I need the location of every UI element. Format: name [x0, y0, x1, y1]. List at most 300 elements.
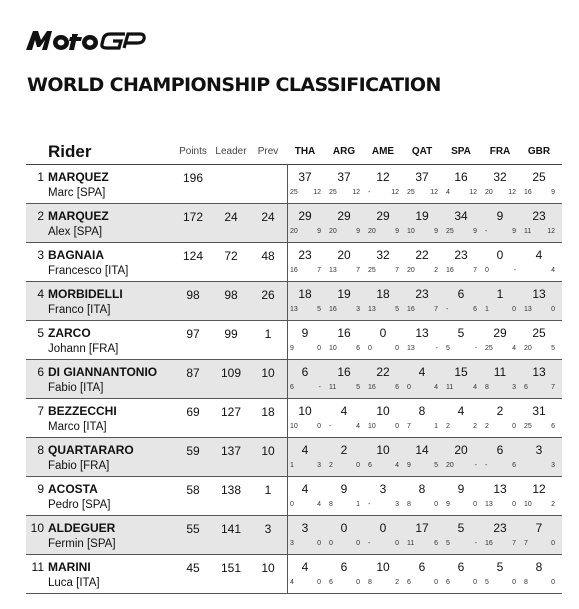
race-result-cell [443, 477, 479, 515]
table-row [26, 243, 562, 282]
race-total-points: 0 [496, 248, 504, 262]
grand-prix-points: 6 [290, 384, 294, 391]
race-total-points: 9 [496, 209, 504, 223]
rider-points: 97 [186, 327, 200, 341]
race-result-cell [326, 516, 362, 554]
grand-prix-points: 0 [368, 345, 372, 352]
race-result-cell [404, 243, 440, 281]
race-result-cell [287, 321, 323, 359]
race-result-cell [287, 282, 323, 320]
race-result-cell [287, 204, 323, 242]
table-row [26, 438, 562, 477]
race-total-points: 25 [532, 326, 546, 340]
race-total-points: 25 [532, 170, 546, 184]
race-header-arg: ARG [332, 146, 356, 157]
sprint-points: 12 [469, 189, 477, 196]
race-result-cell [287, 243, 323, 281]
leader-column-header: Leader [215, 146, 247, 157]
sprint-points: - [474, 540, 477, 547]
race-result-cell [287, 516, 323, 554]
rider-given-name: Franco [ITA] [48, 304, 111, 316]
rider-given-name: Marc [SPA] [48, 187, 106, 199]
race-result-cell [365, 204, 401, 242]
sprint-points: 3 [395, 501, 399, 508]
race-total-points: 23 [493, 521, 507, 535]
race-result-cell [521, 477, 557, 515]
grand-prix-points: 25 [485, 345, 493, 352]
rider-position: 2 [37, 209, 44, 223]
table-row [26, 555, 562, 594]
rider-surname: MARQUEZ [48, 170, 109, 184]
race-result-cell [326, 243, 362, 281]
grand-prix-points: 13 [485, 501, 493, 508]
sprint-points: 7 [356, 267, 360, 274]
grand-prix-points: 6 [446, 579, 450, 586]
grand-prix-points: 25 [290, 189, 298, 196]
race-total-points: 10 [376, 443, 390, 457]
grand-prix-points: 4 [446, 189, 450, 196]
rider-points: 58 [186, 483, 200, 497]
race-total-points: 2 [496, 404, 504, 418]
sprint-points: 0 [434, 501, 438, 508]
sprint-points: 9 [473, 228, 477, 235]
rider-points: 98 [186, 288, 200, 302]
race-result-cell [443, 243, 479, 281]
race-total-points: 6 [301, 365, 309, 379]
grand-prix-points: 3 [290, 540, 294, 547]
race-total-points: 10 [376, 560, 390, 574]
race-total-points: 6 [457, 287, 465, 301]
grand-prix-points: 16 [524, 189, 532, 196]
rider-position: 11 [31, 560, 44, 574]
race-result-cell [326, 321, 362, 359]
table-row [26, 516, 562, 555]
sprint-points: 5 [356, 384, 360, 391]
sprint-points: 0 [473, 501, 477, 508]
race-result-cell [365, 321, 401, 359]
sprint-points: 9 [434, 228, 438, 235]
rider-surname: QUARTARARO [48, 443, 134, 457]
race-result-cell [482, 243, 518, 281]
rider-position: 7 [37, 404, 44, 418]
grand-prix-points: - [485, 462, 488, 469]
table-header [26, 142, 562, 165]
grand-prix-points: 20 [329, 228, 337, 235]
grand-prix-points: 9 [446, 501, 450, 508]
grand-prix-points: 25 [368, 267, 376, 274]
sprint-points: 1 [434, 423, 438, 430]
race-result-cell [404, 165, 440, 203]
table-row [26, 204, 562, 243]
rider-surname: ZARCO [48, 326, 91, 340]
race-result-cell [365, 399, 401, 437]
grand-prix-points: 20 [368, 228, 376, 235]
table-row [26, 165, 562, 204]
grand-prix-points: 25 [407, 189, 415, 196]
sprint-points: 0 [395, 345, 399, 352]
grand-prix-points: 13 [290, 306, 298, 313]
sprint-points: 6 [473, 306, 477, 313]
race-result-cell [521, 243, 557, 281]
race-total-points: 14 [415, 443, 429, 457]
sprint-points: 12 [547, 228, 555, 235]
grand-prix-points: 11 [407, 540, 415, 547]
grand-prix-points: 8 [368, 579, 372, 586]
grand-prix-points: 13 [524, 306, 532, 313]
rider-gap-to-leader: 98 [224, 288, 238, 302]
rider-surname: ACOSTA [48, 482, 98, 496]
sprint-points: - [474, 345, 477, 352]
race-header-gbr: GBR [527, 146, 551, 157]
race-total-points: 12 [532, 482, 546, 496]
race-total-points: 4 [301, 443, 309, 457]
sprint-points: 0 [317, 579, 321, 586]
race-total-points: 4 [340, 404, 348, 418]
race-result-cell [482, 477, 518, 515]
rider-position: 5 [37, 326, 44, 340]
rider-gap-to-leader: 137 [220, 444, 242, 458]
rider-given-name: Fabio [ITA] [48, 382, 104, 394]
prev-column-header: Prev [257, 146, 279, 157]
grand-prix-points: 13 [329, 267, 337, 274]
sprint-points: 4 [395, 462, 399, 469]
race-result-cell [287, 399, 323, 437]
sprint-points: 7 [395, 267, 399, 274]
table-row [26, 399, 562, 438]
rider-gap-to-leader: 138 [220, 483, 242, 497]
grand-prix-points: 11 [329, 384, 337, 391]
grand-prix-points: 10 [407, 228, 415, 235]
race-result-cell [482, 399, 518, 437]
race-result-cell [443, 438, 479, 476]
race-total-points: 22 [415, 248, 429, 262]
race-header-spa: SPA [451, 146, 471, 157]
race-total-points: 23 [415, 287, 429, 301]
sprint-points: 4 [434, 384, 438, 391]
rider-gap-to-prev: 18 [261, 405, 275, 419]
rider-surname: DI GIANNANTONIO [48, 365, 158, 379]
race-total-points: 32 [493, 170, 507, 184]
sprint-points: 0 [395, 423, 399, 430]
race-total-points: 0 [379, 521, 387, 535]
race-total-points: 17 [415, 521, 429, 535]
rider-surname: ALDEGUER [48, 521, 116, 535]
rider-surname: MARINI [48, 560, 91, 574]
rider-gap-to-leader: 109 [220, 366, 242, 380]
grand-prix-points: 25 [446, 228, 454, 235]
grand-prix-points: 11 [524, 228, 532, 235]
sprint-points: - [435, 345, 438, 352]
grand-prix-points: 25 [329, 189, 337, 196]
race-total-points: 10 [376, 404, 390, 418]
race-total-points: 1 [496, 287, 504, 301]
sprint-points: 0 [512, 423, 516, 430]
race-total-points: 37 [298, 170, 312, 184]
grand-prix-points: 16 [407, 306, 415, 313]
sprint-points: 3 [317, 462, 321, 469]
race-total-points: 5 [457, 326, 465, 340]
race-result-cell [521, 516, 557, 554]
rider-surname: BEZZECCHI [48, 404, 117, 418]
race-total-points: 37 [415, 170, 429, 184]
race-total-points: 4 [535, 248, 543, 262]
race-total-points: 23 [298, 248, 312, 262]
sprint-points: 4 [551, 267, 555, 274]
grand-prix-points: 6 [329, 579, 333, 586]
sprint-points: 6 [512, 462, 516, 469]
rider-given-name: Francesco [ITA] [48, 265, 129, 277]
race-total-points: 8 [418, 404, 426, 418]
sprint-points: 6 [356, 345, 360, 352]
race-header-ame: AME [371, 146, 395, 157]
race-total-points: 4 [301, 482, 309, 496]
grand-prix-points: 5 [446, 345, 450, 352]
sprint-points: 7 [512, 540, 516, 547]
sprint-points: 12 [430, 189, 438, 196]
sprint-points: 9 [512, 228, 516, 235]
page-title: WORLD CHAMPIONSHIP CLASSIFICATION [27, 74, 441, 96]
race-total-points: 8 [535, 560, 543, 574]
race-result-cell [404, 321, 440, 359]
sprint-points: 3 [551, 462, 555, 469]
sprint-points: 12 [391, 189, 399, 196]
race-result-cell [443, 516, 479, 554]
race-result-cell [482, 282, 518, 320]
grand-prix-points: 10 [329, 345, 337, 352]
sprint-points: 7 [317, 267, 321, 274]
race-total-points: 4 [301, 560, 309, 574]
rider-surname: MARQUEZ [48, 209, 109, 223]
sprint-points: 7 [551, 384, 555, 391]
rider-gap-to-leader: 24 [224, 210, 238, 224]
grand-prix-points: 1 [485, 306, 489, 313]
race-total-points: 4 [457, 404, 465, 418]
race-result-cell [287, 360, 323, 398]
race-result-cell [287, 555, 323, 593]
race-header-qat: QAT [411, 146, 433, 157]
race-total-points: 19 [337, 287, 351, 301]
race-result-cell [443, 360, 479, 398]
sprint-points: 4 [512, 345, 516, 352]
race-result-cell [521, 360, 557, 398]
rider-given-name: Fermin [SPA] [48, 538, 116, 550]
race-total-points: 0 [379, 326, 387, 340]
rider-points: 59 [186, 444, 200, 458]
rider-position: 3 [37, 248, 44, 262]
points-column-header: Points [179, 146, 207, 157]
rider-gap-to-prev: 26 [261, 288, 275, 302]
grand-prix-points: 8 [329, 501, 333, 508]
grand-prix-points: - [368, 540, 371, 547]
sprint-points: 12 [313, 189, 321, 196]
race-total-points: 11 [493, 365, 507, 379]
rider-position: 10 [30, 521, 44, 535]
rider-points: 87 [186, 366, 200, 380]
table-row [26, 282, 562, 321]
sprint-points: - [474, 462, 477, 469]
sprint-points: 0 [551, 306, 555, 313]
race-result-cell [521, 399, 557, 437]
race-result-cell [365, 438, 401, 476]
sprint-points: - [513, 267, 516, 274]
race-total-points: 0 [340, 521, 348, 535]
race-total-points: 3 [535, 443, 543, 457]
grand-prix-points: 4 [290, 579, 294, 586]
table-row [26, 360, 562, 399]
race-result-cell [482, 321, 518, 359]
race-total-points: 7 [535, 521, 543, 535]
race-total-points: 29 [298, 209, 312, 223]
race-total-points: 13 [532, 287, 546, 301]
grand-prix-points: 7 [524, 540, 528, 547]
sprint-points: 7 [434, 306, 438, 313]
rider-given-name: Marco [ITA] [48, 421, 107, 433]
race-result-cell [365, 360, 401, 398]
rider-gap-to-prev: 10 [261, 444, 275, 458]
rider-surname: BAGNAIA [48, 248, 104, 262]
race-result-cell [521, 438, 557, 476]
rider-given-name: Johann [FRA] [48, 343, 119, 355]
sprint-points: 4 [473, 384, 477, 391]
grand-prix-points: 20 [524, 345, 532, 352]
race-header-tha: THA [294, 146, 316, 157]
race-total-points: 18 [298, 287, 312, 301]
grand-prix-points: 2 [329, 462, 333, 469]
sprint-points: 5 [317, 306, 321, 313]
column-divider [287, 164, 288, 593]
sprint-points: 1 [356, 501, 360, 508]
rider-points: 124 [182, 249, 204, 263]
sprint-points: 4 [356, 423, 360, 430]
grand-prix-points: 16 [290, 267, 298, 274]
grand-prix-points: 8 [485, 384, 489, 391]
grand-prix-points: 2 [485, 423, 489, 430]
grand-prix-points: 1 [290, 462, 294, 469]
race-total-points: 9 [301, 326, 309, 340]
grand-prix-points: 20 [446, 462, 454, 469]
race-result-cell [326, 360, 362, 398]
race-total-points: 29 [493, 326, 507, 340]
grand-prix-points: - [329, 423, 332, 430]
rider-gap-to-leader: 127 [220, 405, 242, 419]
sprint-points: 0 [512, 579, 516, 586]
race-result-cell [443, 204, 479, 242]
rider-points: 55 [186, 522, 200, 536]
sprint-points: 0 [317, 423, 321, 430]
race-result-cell [287, 438, 323, 476]
race-total-points: 29 [337, 209, 351, 223]
race-total-points: 18 [376, 287, 390, 301]
sprint-points: 0 [356, 540, 360, 547]
race-total-points: 34 [454, 209, 468, 223]
sprint-points: 0 [317, 540, 321, 547]
race-total-points: 16 [337, 326, 351, 340]
race-total-points: 4 [418, 365, 426, 379]
race-result-cell [365, 165, 401, 203]
sprint-points: 9 [551, 189, 555, 196]
table-row [26, 477, 562, 516]
race-total-points: 3 [301, 521, 309, 535]
race-result-cell [482, 438, 518, 476]
race-header-fra: FRA [489, 146, 511, 157]
race-result-cell [365, 243, 401, 281]
race-total-points: 20 [337, 248, 351, 262]
grand-prix-points: 2 [446, 423, 450, 430]
race-total-points: 6 [418, 560, 426, 574]
race-result-cell [443, 555, 479, 593]
sprint-points: 2 [434, 267, 438, 274]
race-result-cell [404, 477, 440, 515]
race-total-points: 13 [415, 326, 429, 340]
race-result-cell [404, 438, 440, 476]
race-total-points: 6 [457, 560, 465, 574]
grand-prix-points: 0 [290, 501, 294, 508]
sprint-points: 3 [512, 384, 516, 391]
race-result-cell [482, 555, 518, 593]
rider-gap-to-prev: 10 [261, 561, 275, 575]
race-total-points: 12 [376, 170, 390, 184]
sprint-points: 12 [352, 189, 360, 196]
race-result-cell [521, 555, 557, 593]
grand-prix-points: 11 [446, 384, 454, 391]
race-total-points: 23 [532, 209, 546, 223]
grand-prix-points: 6 [368, 462, 372, 469]
grand-prix-points: 16 [329, 306, 337, 313]
table-body [26, 165, 562, 594]
race-total-points: 6 [496, 443, 504, 457]
race-result-cell [521, 282, 557, 320]
race-result-cell [404, 516, 440, 554]
race-total-points: 16 [337, 365, 351, 379]
race-total-points: 15 [454, 365, 468, 379]
race-result-cell [482, 204, 518, 242]
sprint-points: 0 [434, 579, 438, 586]
grand-prix-points: 16 [446, 267, 454, 274]
race-total-points: 5 [457, 521, 465, 535]
race-total-points: 9 [340, 482, 348, 496]
grand-prix-points: - [485, 228, 488, 235]
rider-given-name: Pedro [SPA] [48, 499, 111, 511]
race-result-cell [287, 477, 323, 515]
rider-points: 45 [186, 561, 200, 575]
rider-surname: MORBIDELLI [48, 287, 123, 301]
sprint-points: 6 [434, 540, 438, 547]
race-result-cell [365, 477, 401, 515]
race-total-points: 29 [376, 209, 390, 223]
sprint-points: - [318, 384, 321, 391]
race-result-cell [482, 360, 518, 398]
grand-prix-points: 10 [368, 423, 376, 430]
rider-column-header: Rider [48, 142, 92, 161]
race-result-cell [326, 555, 362, 593]
race-total-points: 19 [415, 209, 429, 223]
grand-prix-points: 8 [407, 501, 411, 508]
race-total-points: 23 [454, 248, 468, 262]
race-result-cell [326, 165, 362, 203]
grand-prix-points: - [446, 306, 449, 313]
race-total-points: 32 [376, 248, 390, 262]
grand-prix-points: - [368, 189, 371, 196]
grand-prix-points: 9 [290, 345, 294, 352]
motogp-logo [26, 28, 176, 57]
race-result-cell [365, 555, 401, 593]
rider-given-name: Luca [ITA] [48, 577, 100, 589]
sprint-points: 5 [434, 462, 438, 469]
sprint-points: 0 [551, 579, 555, 586]
race-result-cell [326, 399, 362, 437]
race-result-cell [404, 204, 440, 242]
rider-position: 1 [37, 170, 44, 184]
